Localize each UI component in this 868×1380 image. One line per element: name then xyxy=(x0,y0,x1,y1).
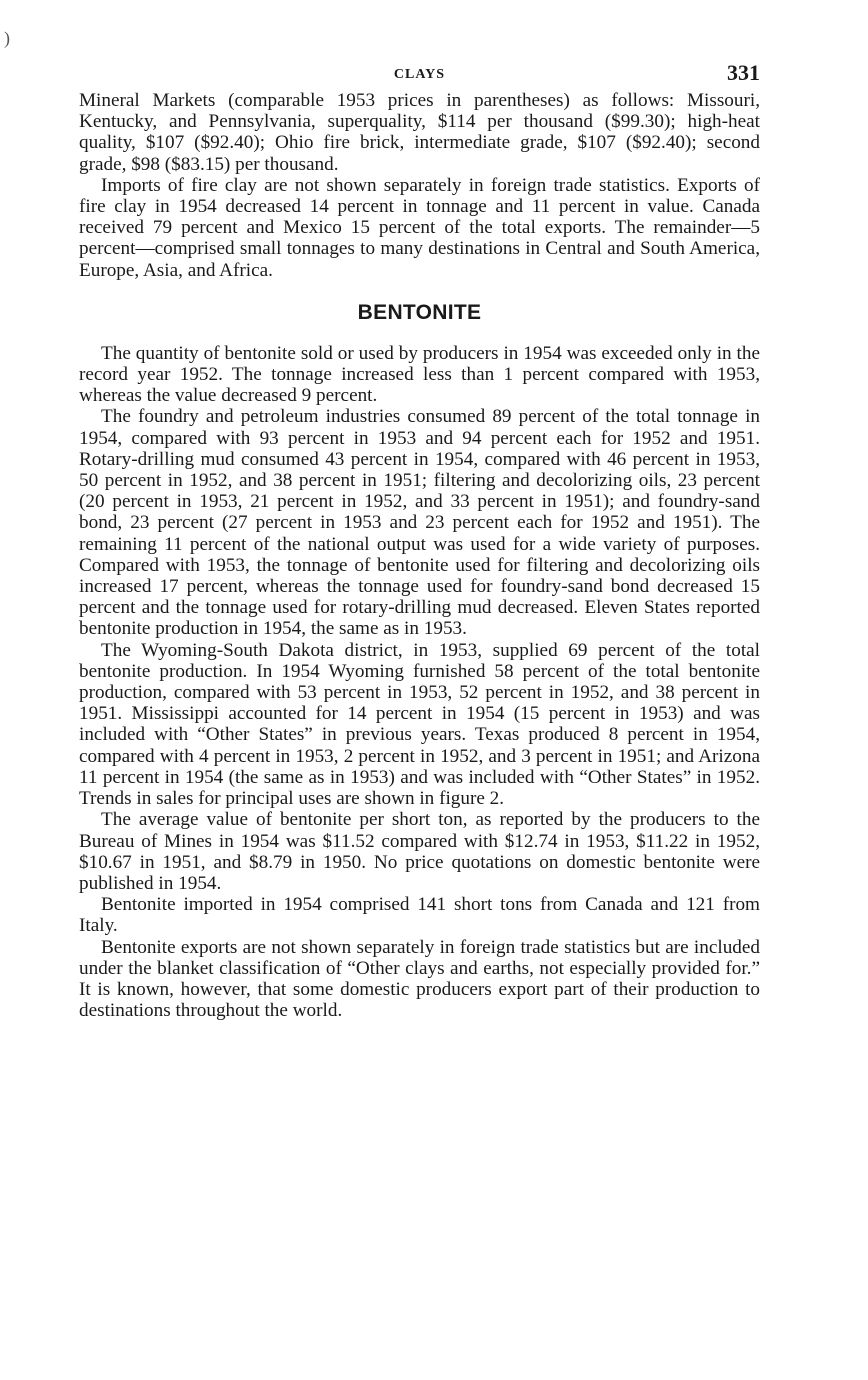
document-page xyxy=(79,60,760,1021)
paragraph-bentonite-exports: Bentonite exports are not shown separately in foreign trade statistics but are included under the blanket classification of “Other clays and earths, not especially provided for.” It is known, however, that some domestic producers export part of their production to destinations throughout the world. xyxy=(79,936,760,1022)
page-number: 331 xyxy=(727,60,760,85)
running-header xyxy=(79,60,760,90)
running-title: CLAYS xyxy=(393,67,446,82)
paragraph-fire-clay-trade: Imports of fire clay are not shown separately in foreign trade statistics. Exports of fire clay in 1954 decreased 14 percent in tonnage and 11 percent in value. Canada received 79 percent and Mexico 15 percent of the total exports. The remainder—5 percent—comprised small tonnages to many destinations in Central and South America, Europe, Asia, and Africa. xyxy=(79,174,760,281)
paragraph-bentonite-imports: Bentonite imported in 1954 comprised 141 short tons from Canada and 121 from Italy. xyxy=(79,894,760,937)
paragraph-bentonite-quantity: The quantity of bentonite sold or used by producers in 1954 was exceeded only in the record year 1952. The tonnage increased less than 1 percent compared with 1953, whereas the value decreased 9 percent. xyxy=(79,342,760,407)
paragraph-bentonite-uses: The foundry and petroleum industries consumed 89 percent of the total tonnage in 1954, compared with 93 percent in 1953 and 94 percent each for 1952 and 1951. Rotary-drilling mud consumed 43 percent in 1954, compared with 46 percent in 1953, 50 percent in 1952, and 38 percent in 1951; filtering and decolorizing oils, 23 percent (20 percent in 1953, 21 percent in 1952, and 33 percent in 1951); and foundry-sand bond, 23 percent (27 percent in 1953 and 23 percent each for 1952 and 1951). The remaining 11 percent of the national output was used for a wide variety of purposes. Compared with 1953, the tonnage of bentonite used for filtering and decolorizing oils increased 17 percent, whereas the tonnage used for foundry-sand bond decreased 15 percent and the tonnage used for rotary-drilling mud decreased. Eleven States reported bentonite production in 1954, the same as in 1953. xyxy=(79,406,760,640)
paragraph-bentonite-states: The Wyoming-South Dakota district, in 1953, supplied 69 percent of the total bentonite production. In 1954 Wyoming furnished 58 percent of the total bentonite production, compared with 53 percent in 1953, 52 percent in 1952, and 38 percent in 1951. Mississippi accounted for 14 percent in 1954 (15 percent in 1953) and was included with “Other States” in previous years. Texas produced 8 percent in 1954, compared with 4 percent in 1953, 2 percent in 1952, and 3 percent in 1951; and Arizona 11 percent in 1954 (the same as in 1953) and was included with “Other States” in 1952. Trends in sales for principal uses are shown in figure 2. xyxy=(79,639,760,810)
body-text xyxy=(79,90,760,1021)
section-heading-bentonite: BENTONITE xyxy=(357,300,482,324)
page-edge-mark: ) xyxy=(4,28,10,48)
paragraph-mineral-markets: Mineral Markets (comparable 1953 prices in parentheses) as follows: Missouri, Kentucky, and Pennsylvania, superquality, $114 per thousand ($99.30); high-heat quality, $107 ($92.40); Ohio fire brick, intermediate grade, $107 ($92.40); second grade, $98 ($83.15) per thousand. xyxy=(79,90,760,175)
paragraph-bentonite-value: The average value of bentonite per short ton, as reported by the producers to the Bureau of Mines in 1954 was $11.52 compared with $12.74 in 1953, $11.22 in 1952, $10.67 in 1951, and $8.79 in 1950. No price quotations on domestic bentonite were published in 1954. xyxy=(79,809,760,894)
